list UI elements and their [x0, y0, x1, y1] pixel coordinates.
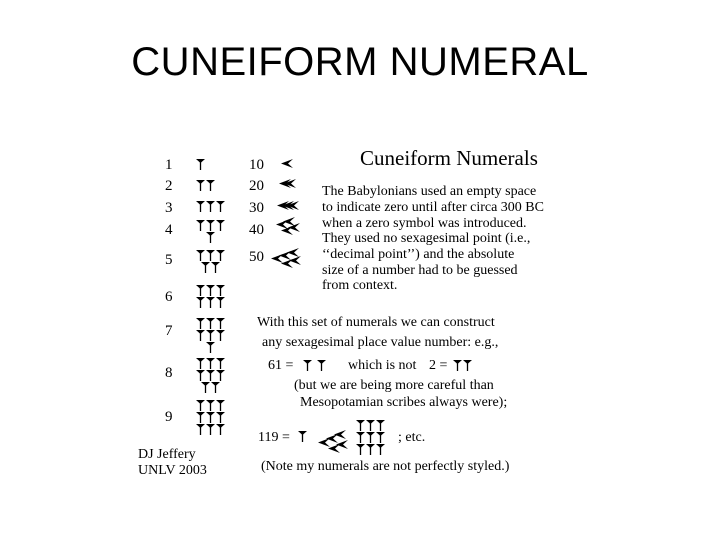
cuneiform-61-icon — [303, 360, 335, 374]
set-line-2: any sexagesimal place value number: e.g., — [262, 335, 499, 350]
cuneiform-6-icon — [196, 285, 228, 311]
example-61-lhs: 61 = — [268, 358, 294, 373]
number-50: 50 — [249, 249, 264, 265]
example-119-tail: ; etc. — [398, 430, 426, 445]
number-2: 2 — [165, 178, 173, 194]
styling-note: (Note my numerals are not perfectly styled.) — [261, 459, 510, 474]
cuneiform-119-icon — [298, 420, 384, 460]
number-7: 7 — [165, 323, 173, 339]
number-3: 3 — [165, 200, 173, 216]
number-40: 40 — [249, 222, 264, 238]
credit-author: DJ Jeffery — [138, 447, 196, 462]
cuneiform-10-icon — [281, 159, 295, 171]
set-line-1: With this set of numerals we can construct — [257, 315, 495, 330]
intro-line-5: ‘‘decimal point’’) and the absolute — [322, 247, 515, 262]
cuneiform-8-icon — [196, 358, 228, 396]
figure-title: Cuneiform Numerals — [360, 146, 538, 170]
example-61-middle: which is not — [348, 358, 417, 373]
cuneiform-20-icon — [279, 179, 299, 191]
careful-line-1: (but we are being more careful than — [294, 378, 494, 393]
cuneiform-4-icon — [196, 220, 228, 246]
cuneiform-5-icon — [196, 250, 228, 276]
slide-title: CUNEIFORM NUMERAL — [131, 40, 589, 84]
cuneiform-3-icon — [196, 201, 228, 215]
intro-line-2: to indicate zero until after circa 300 BC — [322, 200, 544, 215]
number-8: 8 — [165, 365, 173, 381]
intro-line-1: The Babylonians used an empty space — [322, 184, 537, 199]
cuneiform-30-icon — [277, 201, 301, 213]
intro-line-4: They used no sexagesimal point (i.e., — [322, 231, 531, 246]
intro-line-7: from context. — [322, 278, 398, 293]
number-5: 5 — [165, 252, 173, 268]
credit-institution: UNLV 2003 — [138, 463, 207, 478]
number-1: 1 — [165, 157, 173, 173]
intro-line-3: when a zero symbol was introduced. — [322, 216, 527, 231]
number-30: 30 — [249, 200, 264, 216]
cuneiform-2-icon — [196, 180, 218, 194]
number-20: 20 — [249, 178, 264, 194]
cuneiform-50-icon — [271, 248, 307, 274]
cuneiform-40-icon — [276, 220, 304, 244]
intro-line-6: size of a number had to be guessed — [322, 263, 518, 278]
number-6: 6 — [165, 289, 173, 305]
cuneiform-9-icon — [196, 400, 228, 438]
example-2-lhs: 2 = — [429, 358, 448, 373]
cuneiform-7-icon — [196, 318, 228, 356]
careful-line-2: Mesopotamian scribes always were); — [300, 395, 508, 410]
number-10: 10 — [249, 157, 264, 173]
example-119-lhs: 119 = — [258, 430, 290, 445]
number-9: 9 — [165, 409, 173, 425]
cuneiform-2-example-icon — [453, 360, 475, 374]
cuneiform-1-icon — [196, 159, 210, 173]
number-4: 4 — [165, 222, 173, 238]
